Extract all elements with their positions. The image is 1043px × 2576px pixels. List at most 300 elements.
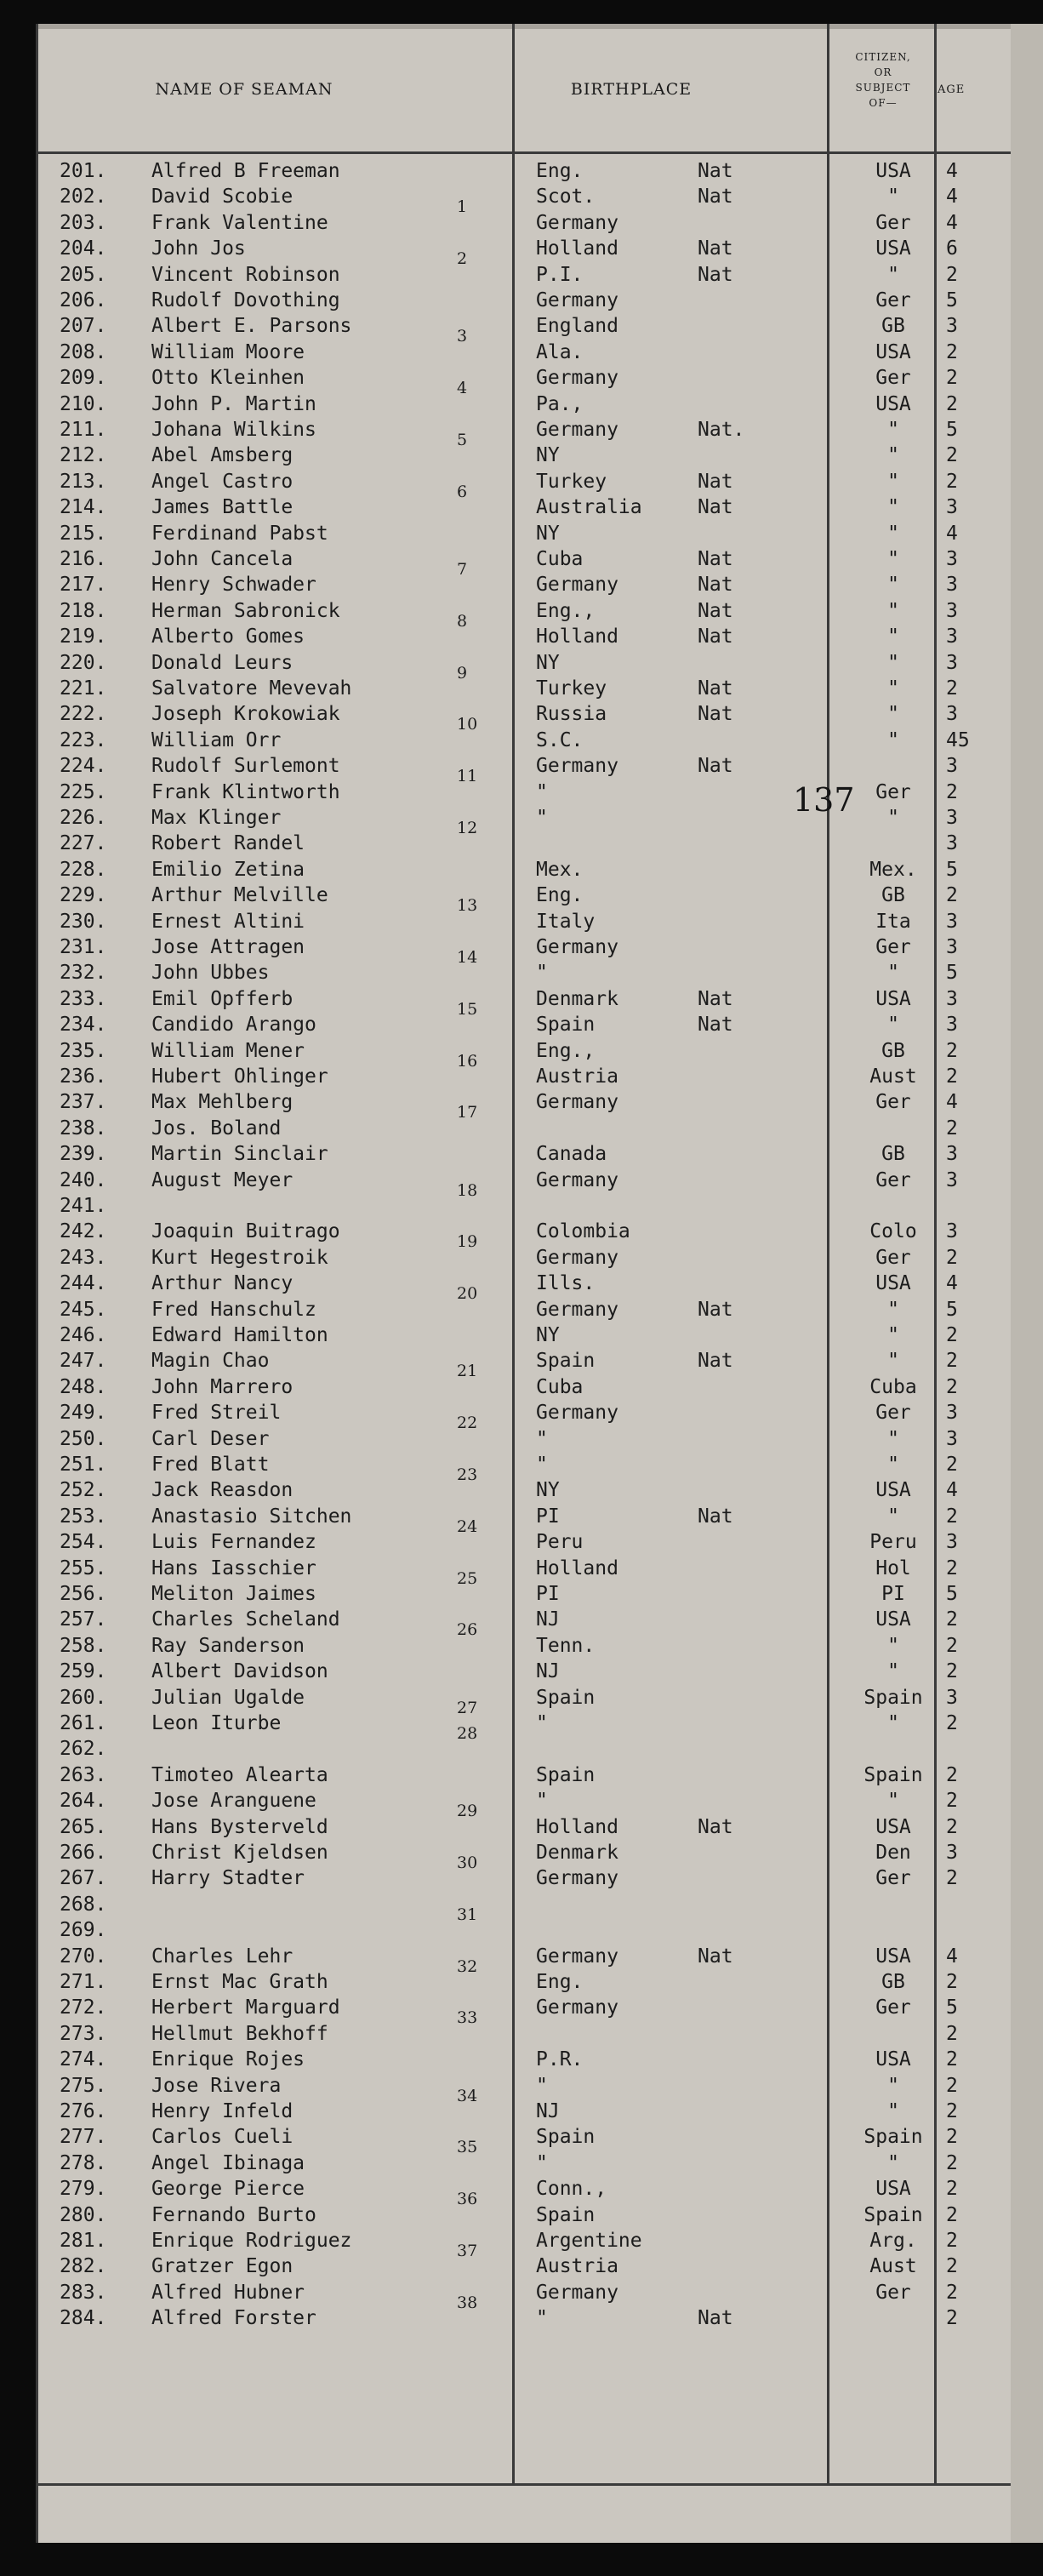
birthplace: Germany: [536, 2281, 618, 2304]
footer-rule: [36, 2483, 1043, 2486]
age: 4: [946, 1479, 958, 1502]
table-row: [36, 909, 1043, 934]
birthplace: NJ: [536, 1660, 560, 1683]
seaman-number: 263.: [60, 1763, 107, 1786]
seaman-number: 253.: [60, 1505, 107, 1528]
age: 2: [946, 470, 958, 493]
line-number: 16: [457, 1051, 478, 1071]
seaman-number: 284.: [60, 2307, 107, 2330]
birthplace: Austria: [536, 2255, 618, 2278]
citizenship: ": [887, 1454, 899, 1476]
table-row: [36, 494, 1043, 520]
table-row: [36, 1633, 1043, 1659]
citizenship: Ger: [875, 367, 911, 390]
seaman-number: 205.: [60, 263, 107, 286]
table-row: [36, 676, 1043, 701]
table-row: [36, 572, 1043, 597]
naturalized-mark: Nat: [698, 160, 733, 182]
seaman-name: Timoteo Alearta: [151, 1763, 328, 1786]
birthplace: Germany: [536, 419, 618, 441]
age: 2: [946, 884, 958, 907]
seaman-number: 202.: [60, 186, 107, 208]
birthplace: ": [536, 2307, 548, 2330]
table-row: [36, 1917, 1043, 1943]
seaman-name: Fred Hanschulz: [151, 1298, 316, 1321]
citizenship: Ger: [875, 2281, 911, 2304]
citizenship: ": [887, 2100, 899, 2122]
seaman-name: Carlos Cueli: [151, 2126, 294, 2149]
age: 3: [946, 987, 958, 1010]
name-column-header: NAME OF SEAMAN: [155, 80, 333, 99]
birthplace: ": [536, 1790, 548, 1813]
table-row: [36, 1374, 1043, 1400]
seaman-name: Jos. Boland: [151, 1117, 282, 1139]
seaman-number: 242.: [60, 1220, 107, 1243]
line-number: 36: [457, 2190, 478, 2209]
table-row: [36, 1529, 1043, 1555]
birthplace: Italy: [536, 910, 596, 933]
seaman-name: Jose Attragen: [151, 936, 305, 958]
table-row: [36, 2228, 1043, 2260]
citizenship: Arg.: [869, 2230, 917, 2252]
seaman-number: 279.: [60, 2178, 107, 2201]
age: 3: [946, 910, 958, 933]
seaman-number: 224.: [60, 755, 107, 778]
age: 5: [946, 1298, 958, 1321]
birthplace: Peru: [536, 1531, 584, 1554]
seaman-number: 265.: [60, 1815, 107, 1838]
citizenship: ": [887, 419, 899, 441]
table-row: [36, 1892, 1043, 1924]
seaman-name: George Pierce: [151, 2178, 305, 2201]
citizenship: Hol: [875, 1556, 911, 1579]
age: 2: [946, 2307, 958, 2330]
citizenship: Spain: [863, 1763, 923, 1786]
birthplace-column-header: BIRTHPLACE: [570, 80, 692, 99]
table-row: [36, 986, 1043, 1019]
seaman-name: Max Mehlberg: [151, 1091, 294, 1114]
table-row: [36, 1762, 1043, 1788]
seaman-number: 211.: [60, 419, 107, 441]
table-row: [36, 340, 1043, 365]
seaman-number: 237.: [60, 1091, 107, 1114]
seaman-number: 262.: [60, 1738, 107, 1761]
line-number: 5: [457, 431, 468, 449]
seaman-number: 231.: [60, 936, 107, 958]
table-row: [36, 288, 1043, 313]
citizenship: ": [887, 703, 899, 726]
naturalized-mark: Nat: [698, 1298, 733, 1321]
age: 4: [946, 1272, 958, 1295]
age: 3: [946, 936, 958, 958]
birthplace: Germany: [536, 1298, 618, 1321]
seaman-number: 212.: [60, 444, 107, 467]
age: 4: [946, 160, 958, 182]
table-row: [36, 1193, 1043, 1219]
naturalized-mark: Nat: [698, 237, 733, 260]
seaman-name: Salvatore Mevevah: [151, 677, 352, 700]
seaman-number: 250.: [60, 1427, 107, 1450]
line-number: 37: [457, 2242, 478, 2260]
table-row: [36, 1840, 1043, 1872]
seaman-number: 208.: [60, 340, 107, 363]
line-number: 7: [457, 560, 468, 579]
seaman-number: 219.: [60, 625, 107, 648]
age: 3: [946, 832, 958, 855]
citizenship: ": [887, 677, 899, 700]
age: 3: [946, 625, 958, 648]
citizenship: USA: [875, 1945, 911, 1968]
seaman-name: Joaquin Buitrago: [151, 1220, 340, 1243]
seaman-name: James Battle: [151, 496, 294, 519]
seaman-name: Abel Amsberg: [151, 444, 294, 467]
line-number: 34: [457, 2086, 478, 2105]
citizenship: ": [887, 2074, 899, 2097]
seaman-name: Ferdinand Pabst: [151, 522, 328, 545]
age: 3: [946, 1168, 958, 1191]
seaman-number: 272.: [60, 1996, 107, 2019]
age: 2: [946, 340, 958, 363]
age: 2: [946, 1117, 958, 1139]
citizenship: ": [887, 1790, 899, 1813]
table-row: [36, 1504, 1043, 1536]
citizenship: USA: [875, 2178, 911, 2201]
seaman-number: 207.: [60, 315, 107, 338]
seaman-number: 252.: [60, 1479, 107, 1502]
birthplace: Russia: [536, 703, 607, 726]
seaman-name: Kurt Hegestroik: [151, 1246, 328, 1269]
seaman-name: Donald Leurs: [151, 651, 294, 674]
citizenship: Peru: [869, 1531, 917, 1554]
table-row: [36, 1426, 1043, 1452]
naturalized-mark: Nat: [698, 263, 733, 286]
age: 3: [946, 651, 958, 674]
age: 5: [946, 1583, 958, 1605]
birthplace: NY: [536, 522, 560, 545]
seaman-number: 254.: [60, 1531, 107, 1554]
birthplace: Spain: [536, 1350, 596, 1373]
citizenship: USA: [875, 987, 911, 1010]
seaman-number: 229.: [60, 884, 107, 907]
birthplace: ": [536, 780, 548, 803]
table-row: [36, 1219, 1043, 1252]
seaman-number: 213.: [60, 470, 107, 493]
age: 2: [946, 2048, 958, 2071]
age: 3: [946, 574, 958, 597]
header-rule: [36, 151, 1043, 154]
table-row: [36, 1168, 1043, 1200]
line-number: 1: [457, 197, 468, 217]
line-number: 24: [457, 1516, 478, 1536]
citizenship: Aust: [869, 2255, 917, 2278]
seaman-name: Charles Scheland: [151, 1608, 340, 1631]
seaman-number: 210.: [60, 392, 107, 415]
seaman-number: 203.: [60, 211, 107, 234]
age: 5: [946, 289, 958, 311]
seaman-name: Charles Lehr: [151, 1945, 294, 1968]
table-row: [36, 780, 1043, 805]
age: 2: [946, 780, 958, 803]
table-row: [36, 1271, 1043, 1304]
birthplace: PI: [536, 1505, 560, 1528]
age: 2: [946, 1324, 958, 1346]
seaman-name: Angel Ibinaga: [151, 2151, 305, 2174]
table-row: [36, 1012, 1043, 1037]
seaman-number: 268.: [60, 1893, 107, 1916]
birthplace: Germany: [536, 367, 618, 390]
birthplace: Cuba: [536, 1375, 584, 1398]
citizenship: ": [887, 1350, 899, 1373]
table-row: [36, 210, 1043, 236]
citizenship: Ger: [875, 780, 911, 803]
citizenship: ": [887, 574, 899, 597]
seaman-number: 218.: [60, 599, 107, 622]
age: 2: [946, 1790, 958, 1813]
citizen-header-line3: SUBJECT: [855, 82, 911, 94]
birthplace: Germany: [536, 1867, 618, 1890]
table-row: [36, 1297, 1043, 1322]
citizenship: USA: [875, 1608, 911, 1631]
seaman-number: 259.: [60, 1660, 107, 1683]
citizenship: ": [887, 548, 899, 570]
seaman-number: 261.: [60, 1712, 107, 1734]
citizenship: USA: [875, 1272, 911, 1295]
seaman-number: 257.: [60, 1608, 107, 1631]
birthplace: Canada: [536, 1143, 607, 1166]
age: 2: [946, 1815, 958, 1838]
table-row: [36, 1995, 1043, 2028]
naturalized-mark: Nat: [698, 496, 733, 519]
line-number: 18: [457, 1180, 478, 1200]
age: 3: [946, 703, 958, 726]
table-row: [36, 1477, 1043, 1503]
age: 5: [946, 1996, 958, 2019]
table-row: [36, 262, 1043, 288]
age: 2: [946, 2126, 958, 2149]
seaman-name: Jack Reasdon: [151, 1479, 294, 1502]
birthplace: Germany: [536, 1168, 618, 1191]
table-row: [36, 2047, 1043, 2072]
naturalized-mark: Nat: [698, 599, 733, 622]
seaman-number: 239.: [60, 1143, 107, 1166]
seaman-number: 232.: [60, 962, 107, 985]
seaman-number: 281.: [60, 2230, 107, 2252]
naturalized-mark: Nat: [698, 574, 733, 597]
seaman-name: Edward Hamilton: [151, 1324, 328, 1346]
line-number: 33: [457, 2008, 478, 2028]
citizenship: USA: [875, 2048, 911, 2071]
naturalized-mark: Nat: [698, 703, 733, 726]
birthplace: Australia: [536, 496, 642, 519]
seaman-number: 244.: [60, 1272, 107, 1295]
line-number: 21: [457, 1362, 478, 1381]
table-row: [36, 701, 1043, 734]
age: 2: [946, 1660, 958, 1683]
birthplace: Germany: [536, 211, 618, 234]
birthplace: Turkey: [536, 677, 607, 700]
line-number: 2: [457, 249, 468, 269]
birthplace: Ala.: [536, 340, 584, 363]
table-row: [36, 443, 1043, 468]
citizenship: Ger: [875, 1402, 911, 1425]
birthplace: Austria: [536, 1065, 618, 1088]
table-row: [36, 2305, 1043, 2331]
seaman-number: 274.: [60, 2048, 107, 2071]
table-row: [36, 391, 1043, 417]
line-number: 13: [457, 896, 478, 916]
age: 3: [946, 1427, 958, 1450]
table-row: [36, 417, 1043, 449]
citizenship: ": [887, 1324, 899, 1346]
seaman-number: 247.: [60, 1350, 107, 1373]
citizenship: ": [887, 522, 899, 545]
birthplace: NJ: [536, 1608, 560, 1631]
table-row: [36, 1944, 1043, 1976]
citizenship: GB: [881, 1143, 905, 1166]
line-number: 32: [457, 1956, 478, 1976]
line-number: 29: [457, 1802, 478, 1821]
table-row: [36, 158, 1043, 184]
table-row: [36, 1814, 1043, 1840]
line-number: 26: [457, 1620, 478, 1640]
citizenship: ": [887, 2151, 899, 2174]
citizenship: GB: [881, 315, 905, 338]
age: 3: [946, 1014, 958, 1037]
seaman-name: Robert Randel: [151, 832, 305, 855]
seaman-name: Enrique Rodriguez: [151, 2230, 352, 2252]
seaman-name: Harry Stadter: [151, 1867, 305, 1890]
table-row: [36, 1969, 1043, 1995]
seaman-number: 251.: [60, 1454, 107, 1476]
line-number: 38: [457, 2293, 478, 2312]
seaman-number: 221.: [60, 677, 107, 700]
line-number: 20: [457, 1284, 478, 1304]
seaman-name: Hans Iasschier: [151, 1556, 316, 1579]
line-number: 6: [457, 482, 468, 501]
seaman-number: 271.: [60, 1971, 107, 1993]
seaman-name: Jose Rivera: [151, 2074, 282, 2097]
naturalized-mark: Nat: [698, 677, 733, 700]
seaman-name: Rudolf Surlemont: [151, 755, 340, 778]
birthplace: S.C.: [536, 728, 584, 751]
table-row: [36, 469, 1043, 501]
citizenship: Ger: [875, 211, 911, 234]
naturalized-mark: Nat: [698, 1014, 733, 1037]
seaman-name: John Marrero: [151, 1375, 294, 1398]
table-row: [36, 1322, 1043, 1348]
line-number: 17: [457, 1103, 478, 1122]
age: 3: [946, 1220, 958, 1243]
age: 2: [946, 2022, 958, 2045]
birthplace: NY: [536, 1324, 560, 1346]
age: 2: [946, 263, 958, 286]
table-row: [36, 1556, 1043, 1588]
birthplace: Spain: [536, 1014, 596, 1037]
naturalized-mark: Nat: [698, 1945, 733, 1968]
seaman-name: Carl Deser: [151, 1427, 270, 1450]
table-row: [36, 2253, 1043, 2279]
seaman-name: Henry Schwader: [151, 574, 316, 597]
citizenship: ": [887, 186, 899, 208]
age: 2: [946, 1712, 958, 1734]
seaman-name: Ernest Altini: [151, 910, 305, 933]
citizenship: USA: [875, 237, 911, 260]
table-row: [36, 1089, 1043, 1122]
seaman-name: Luis Fernandez: [151, 1531, 316, 1554]
age: 2: [946, 1246, 958, 1269]
citizenship: ": [887, 1505, 899, 1528]
line-number: 12: [457, 819, 478, 837]
birthplace: Spain: [536, 1763, 596, 1786]
citizenship: Ger: [875, 936, 911, 958]
seaman-number: 264.: [60, 1790, 107, 1813]
seaman-name: John Cancela: [151, 548, 294, 570]
seaman-name: Alfred Forster: [151, 2307, 316, 2330]
seaman-name: Frank Klintworth: [151, 780, 340, 803]
citizenship: ": [887, 263, 899, 286]
citizenship: ": [887, 1298, 899, 1321]
table-row: [36, 598, 1043, 631]
line-number: 22: [457, 1414, 478, 1433]
age: 2: [946, 1971, 958, 1993]
seaman-number: 201.: [60, 160, 107, 182]
seaman-number: 283.: [60, 2281, 107, 2304]
table-row: [36, 1736, 1043, 1762]
seaman-name: Anastasio Sitchen: [151, 1505, 352, 1528]
table-row: [36, 1788, 1043, 1821]
age: 3: [946, 755, 958, 778]
table-row: [36, 1607, 1043, 1640]
naturalized-mark: Nat: [698, 470, 733, 493]
table-row: [36, 1141, 1043, 1167]
birthplace: Holland: [536, 1815, 618, 1838]
citizenship: USA: [875, 160, 911, 182]
birthplace: NY: [536, 1479, 560, 1502]
table-row: [36, 2073, 1043, 2105]
table-row: [36, 857, 1043, 882]
seaman-number: 206.: [60, 289, 107, 311]
birthplace: NY: [536, 444, 560, 467]
seaman-name: Frank Valentine: [151, 211, 328, 234]
citizenship: GB: [881, 1039, 905, 1062]
citizenship: Cuba: [869, 1375, 917, 1398]
table-row: [36, 2021, 1043, 2047]
seaman-name: Ray Sanderson: [151, 1634, 305, 1657]
birthplace: ": [536, 962, 548, 985]
age: 2: [946, 2178, 958, 2201]
seaman-number: 273.: [60, 2022, 107, 2045]
birthplace: Argentine: [536, 2230, 642, 2252]
table-row: [36, 1452, 1043, 1484]
age: 5: [946, 419, 958, 441]
seaman-number: 280.: [60, 2203, 107, 2226]
age: 4: [946, 186, 958, 208]
seaman-number: 214.: [60, 496, 107, 519]
table-row: [36, 1865, 1043, 1891]
age: 2: [946, 1350, 958, 1373]
naturalized-mark: Nat: [698, 625, 733, 648]
age-column-header: AGE: [938, 83, 966, 96]
citizenship: ": [887, 1427, 899, 1450]
birthplace: ": [536, 1712, 548, 1734]
seaman-number: 275.: [60, 2074, 107, 2097]
age: 3: [946, 1531, 958, 1554]
table-row: [36, 2280, 1043, 2312]
age: 2: [946, 677, 958, 700]
birthplace: Germany: [536, 936, 618, 958]
table-row: [36, 934, 1043, 967]
line-number: 3: [457, 327, 468, 346]
